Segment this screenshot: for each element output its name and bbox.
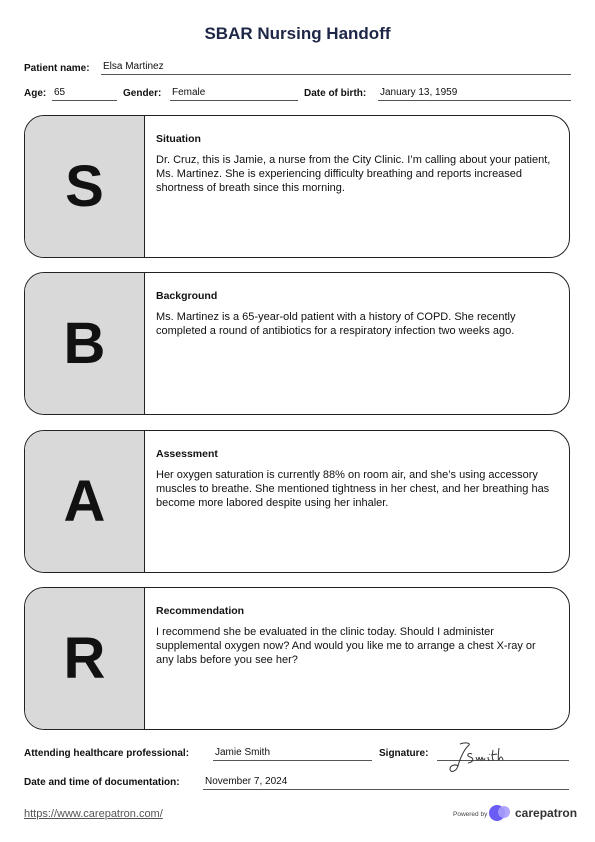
- sbar-letter: A: [63, 468, 106, 534]
- letter-cell: [25, 116, 145, 257]
- dob-label: Date of birth:: [304, 88, 367, 99]
- section-text[interactable]: Ms. Martinez is a 65-year-old patient with a history of COPD. She recently completed a round of antibiotics for a respiratory infection two weeks ago.: [156, 311, 516, 337]
- carepatron-link[interactable]: https://www.carepatron.com/: [24, 808, 163, 820]
- powered-by-label: Powered by: [453, 811, 488, 818]
- sbar-card-recommendation: [24, 587, 570, 730]
- section-text[interactable]: Her oxygen saturation is currently 88% on room air, and she’s using accessory muscles to breathe. She mentioned tightness in her chest, and her breathing has become more labored despite using her inhaler.: [156, 469, 550, 509]
- professional-field[interactable]: Jamie Smith: [213, 747, 372, 761]
- age-field[interactable]: 65: [52, 87, 117, 101]
- sbar-letter: B: [63, 310, 106, 376]
- professional-label: Attending healthcare professional:: [24, 748, 190, 759]
- page-title: SBAR Nursing Handoff: [204, 24, 391, 43]
- sbar-letter: S: [65, 153, 104, 219]
- gender-field[interactable]: Female: [170, 87, 298, 101]
- gender-label: Gender:: [123, 88, 162, 99]
- letter-cell: [25, 273, 145, 414]
- section-text[interactable]: I recommend she be evaluated in the clinic today. Should I administer supplemental oxygen now? And would you like me to arrange a chest X-ray or any labs before you see her?: [156, 626, 536, 666]
- age-label: Age:: [24, 88, 47, 99]
- dob-field[interactable]: January 13, 1959: [378, 87, 571, 101]
- patient-name-label: Patient name:: [24, 63, 90, 74]
- carepatron-logo-icon: [488, 804, 514, 822]
- datetime-label: Date and time of documentation:: [24, 777, 180, 788]
- section-heading: Assessment: [156, 448, 218, 460]
- section-text[interactable]: Dr. Cruz, this is Jamie, a nurse from the City Clinic. I’m calling about your patient, Ms. Martinez. She is experiencing difficulty breathing and reports increased shortness of breath since this morning.: [156, 154, 551, 194]
- carepatron-brand: carepatron: [515, 806, 578, 820]
- sbar-card-situation: [24, 115, 570, 258]
- sbar-letter: R: [63, 625, 106, 691]
- patient-name-field[interactable]: Elsa Martinez: [101, 61, 571, 75]
- section-heading: Recommendation: [156, 605, 245, 617]
- sbar-card-assessment: [24, 430, 570, 573]
- handwritten-signature: [446, 740, 516, 776]
- section-heading: Situation: [156, 133, 201, 145]
- section-heading: Background: [156, 290, 218, 302]
- sbar-card-background: [24, 272, 570, 415]
- letter-cell: [25, 431, 145, 572]
- letter-cell: [25, 588, 145, 729]
- datetime-field[interactable]: November 7, 2024: [203, 776, 569, 790]
- signature-label: Signature:: [379, 748, 429, 759]
